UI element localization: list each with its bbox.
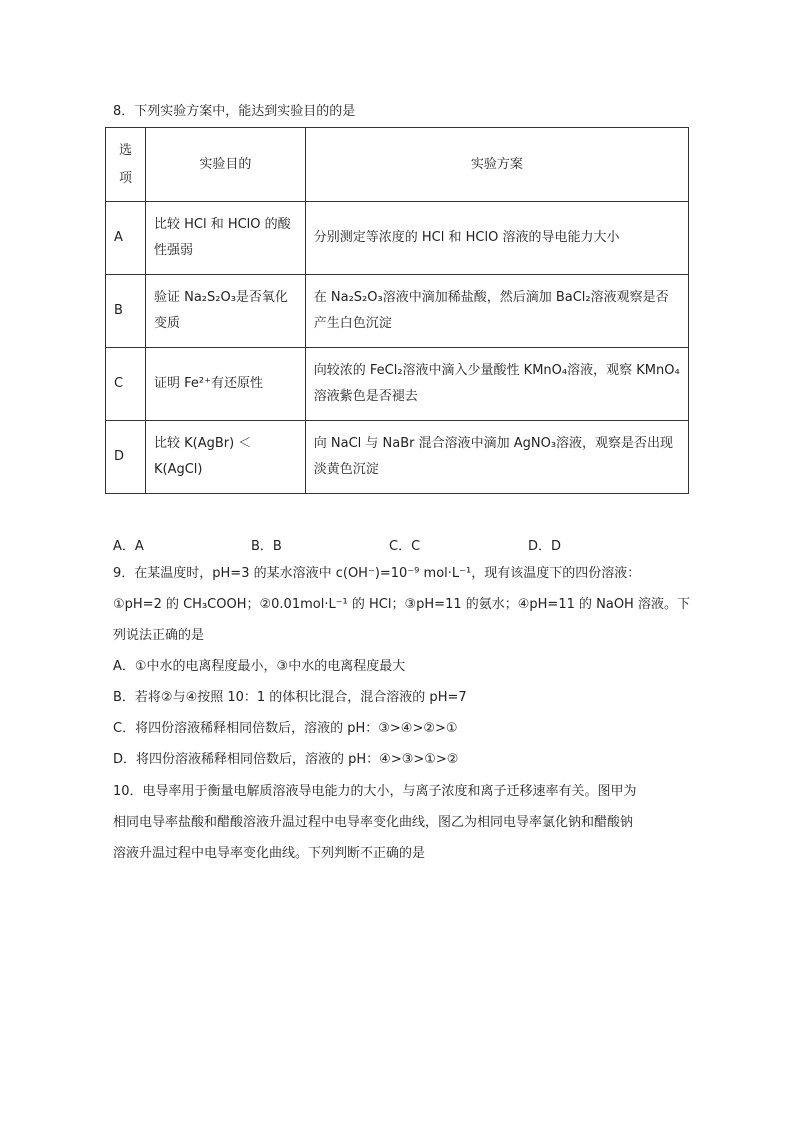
q9-option-b: B．若将②与④按照 10：1 的体积比混合，混合溶液的 pH=7: [113, 690, 467, 705]
row-purpose: 验证 Na₂S₂O₃是否氧化变质: [145, 275, 305, 348]
table-row: [106, 421, 689, 494]
row-option: D: [106, 421, 146, 494]
experiment-table: [105, 127, 689, 494]
row-option: C: [106, 348, 146, 421]
header-purpose: 实验目的: [145, 128, 305, 202]
q9-stem-line-3: 列说法正确的是: [113, 628, 205, 643]
row-plan: 在 Na₂S₂O₃溶液中滴加稀盐酸，然后滴加 BaCl₂溶液观察是否产生白色沉淀: [305, 275, 688, 348]
q10-stem-line-1: 10．电导率用于衡量电解质溶液导电能力的大小，与离子浓度和离子迁移速率有关。图甲为: [113, 784, 637, 799]
row-plan: 向较浓的 FeCl₂溶液中滴入少量酸性 KMnO₄溶液，观察 KMnO₄溶液紫色是否褪去: [305, 348, 688, 421]
q9-option-c: C．将四份溶液稀释相同倍数后，溶液的 pH：③>④>②>①: [113, 721, 458, 736]
row-plan: 向 NaCl 与 NaBr 混合溶液中滴加 AgNO₃溶液，观察是否出现淡黄色沉淀: [305, 421, 688, 494]
q9-option-d: D．将四份溶液稀释相同倍数后，溶液的 pH：④>③>①>②: [113, 752, 459, 767]
row-plan: 分别测定等浓度的 HCl 和 HClO 溶液的导电能力大小: [305, 202, 688, 275]
row-option: B: [106, 275, 146, 348]
q8-choice-d: D．D: [528, 539, 562, 554]
q8-stem: 8．下列实验方案中，能达到实验目的的是: [113, 104, 356, 119]
row-purpose: 证明 Fe²⁺有还原性: [145, 348, 305, 421]
table-row: [106, 275, 689, 348]
header-option: 选项: [106, 128, 146, 202]
q8-choice-b: B．B: [251, 539, 282, 554]
table-row: [106, 348, 689, 421]
q10-stem-line-3: 溶液升温过程中电导率变化曲线。下列判断不正确的是: [113, 846, 426, 861]
row-purpose: 比较 HCl 和 HClO 的酸性强弱: [145, 202, 305, 275]
q9-option-a: A．①中水的电离程度最小，③中水的电离程度最大: [113, 659, 406, 674]
q8-choice-a: A．A: [113, 539, 144, 554]
q9-stem-line-1: 9．在某温度时，pH=3 的某水溶液中 c(OH⁻)=10⁻⁹ mol·L⁻¹，现有该温度下的四份溶液：: [113, 566, 641, 581]
table-row: [106, 202, 689, 275]
table-header-row: [106, 128, 689, 202]
header-plan: 实验方案: [305, 128, 688, 202]
q9-stem-line-2: ①pH=2 的 CH₃COOH；②0.01mol·L⁻¹ 的 HCl；③pH=11 的氨水；④pH=11 的 NaOH 溶液。下: [113, 597, 690, 612]
row-purpose: 比较 K(AgBr) ＜K(AgCl): [145, 421, 305, 494]
row-option: A: [106, 202, 146, 275]
q10-stem-line-2: 相同电导率盐酸和醋酸溶液升温过程中电导率变化曲线，图乙为相同电导率氯化钠和醋酸钠: [113, 815, 634, 830]
q8-choice-c: C．C: [389, 539, 421, 554]
